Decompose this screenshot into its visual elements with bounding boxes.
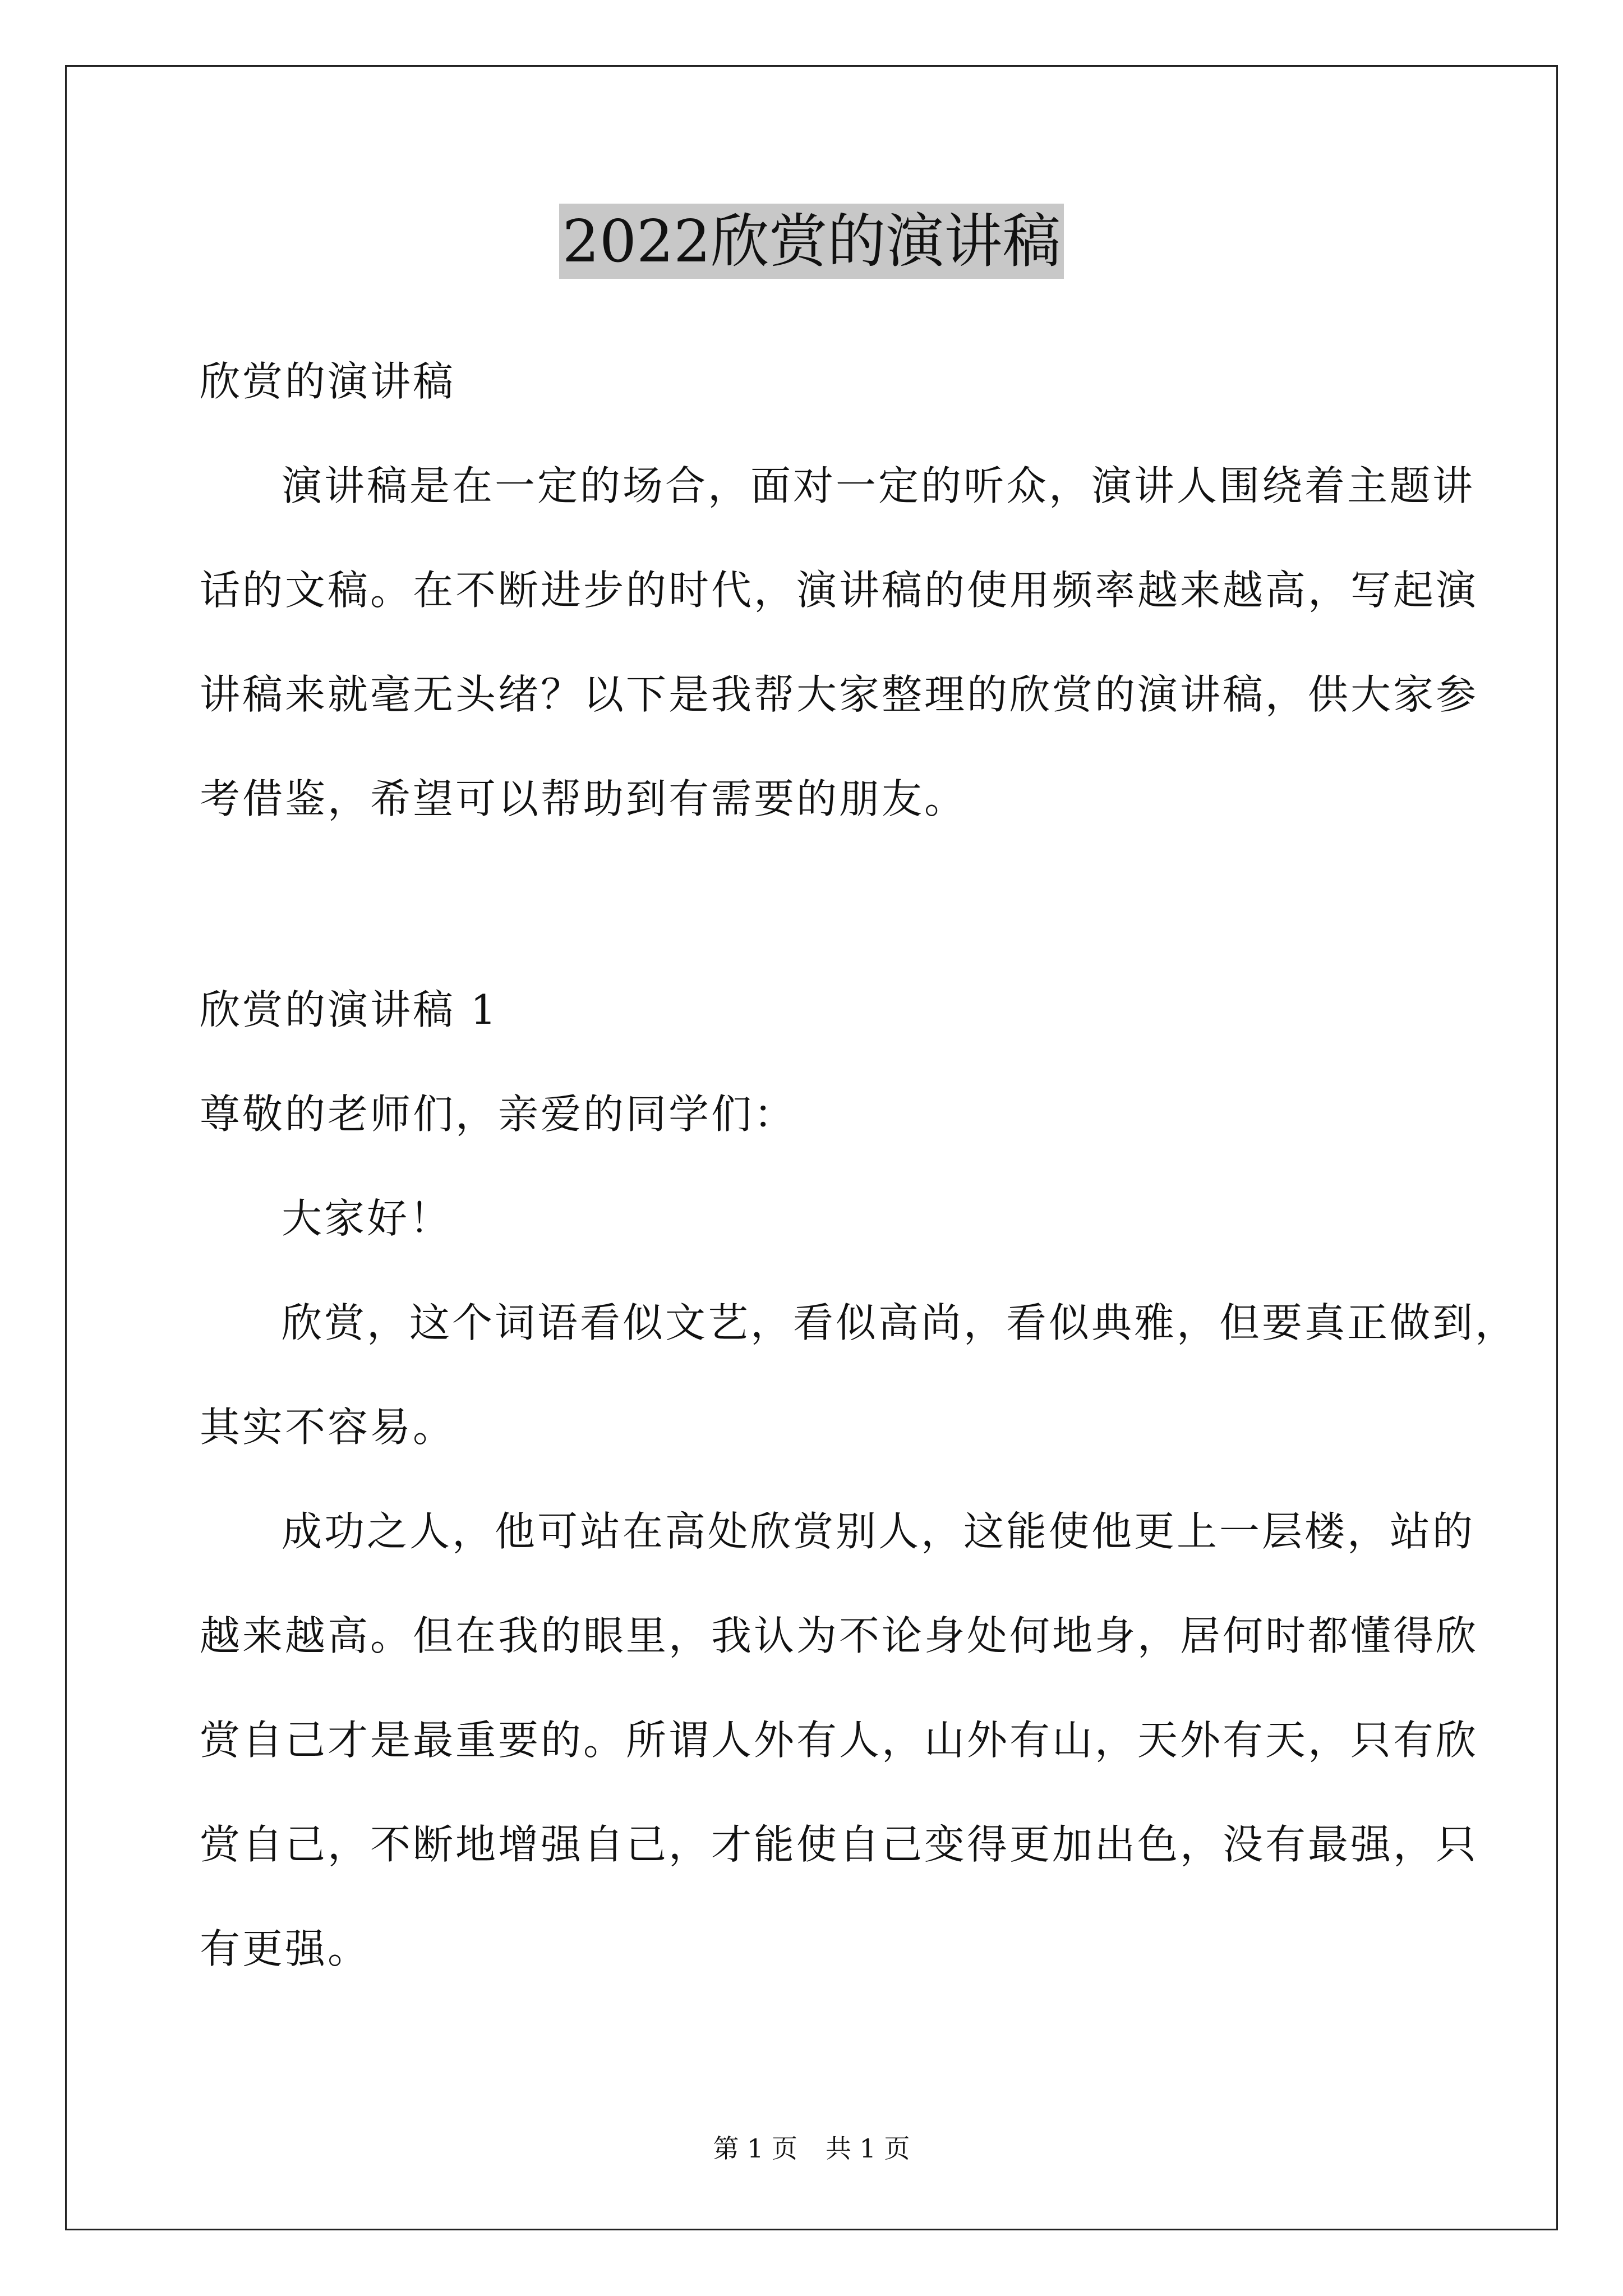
paragraph-line: 越来越高。但在我的眼里，我认为不论身处何地身，居何时都懂得欣 xyxy=(200,1612,1479,1659)
paragraph-line: 成功之人，他可站在高处欣赏别人，这能使他更上一层楼，站的 xyxy=(282,1508,1476,1555)
paragraph-spacer xyxy=(200,869,1433,976)
paragraph-line: 欣赏，这个词语看似文艺，看似高尚，看似典雅，但要真正做到， xyxy=(282,1299,1518,1346)
greeting-line: 大家好！ xyxy=(282,1195,453,1242)
document-title xyxy=(0,202,1623,280)
page-total: 共 1 页 xyxy=(826,2133,910,2164)
paragraph-line: 演讲稿是在一定的场合，面对一定的听众，演讲人围绕着主题讲 xyxy=(282,462,1476,509)
paragraph-line: 欣赏的演讲稿 xyxy=(200,358,456,405)
page-footer xyxy=(0,2132,1623,2165)
document-title-text: 2022欣赏的演讲稿 xyxy=(559,204,1064,279)
paragraph-line: 讲稿来就毫无头绪？以下是我帮大家整理的欣赏的演讲稿，供大家参 xyxy=(200,671,1479,718)
paragraph-line: 赏自己才是最重要的。所谓人外有人，山外有山，天外有天，只有欣 xyxy=(200,1717,1479,1764)
document-body xyxy=(200,348,1518,2019)
section-heading: 欣赏的演讲稿 1 xyxy=(200,986,499,1033)
page-number: 第 1 页 xyxy=(713,2133,797,2164)
paragraph-line: 其实不容易。 xyxy=(200,1404,456,1451)
paragraph-line: 考借鉴，希望可以帮助到有需要的朋友。 xyxy=(200,775,967,822)
salutation-line: 尊敬的老师们，亲爱的同学们： xyxy=(200,1091,797,1138)
paragraph-line: 话的文稿。在不断进步的时代，演讲稿的使用频率越来越高，写起演 xyxy=(200,567,1479,614)
paragraph-line: 赏自己，不断地增强自己，才能使自己变得更加出色，没有最强，只 xyxy=(200,1821,1479,1868)
paragraph-line: 有更强。 xyxy=(200,1925,371,1972)
